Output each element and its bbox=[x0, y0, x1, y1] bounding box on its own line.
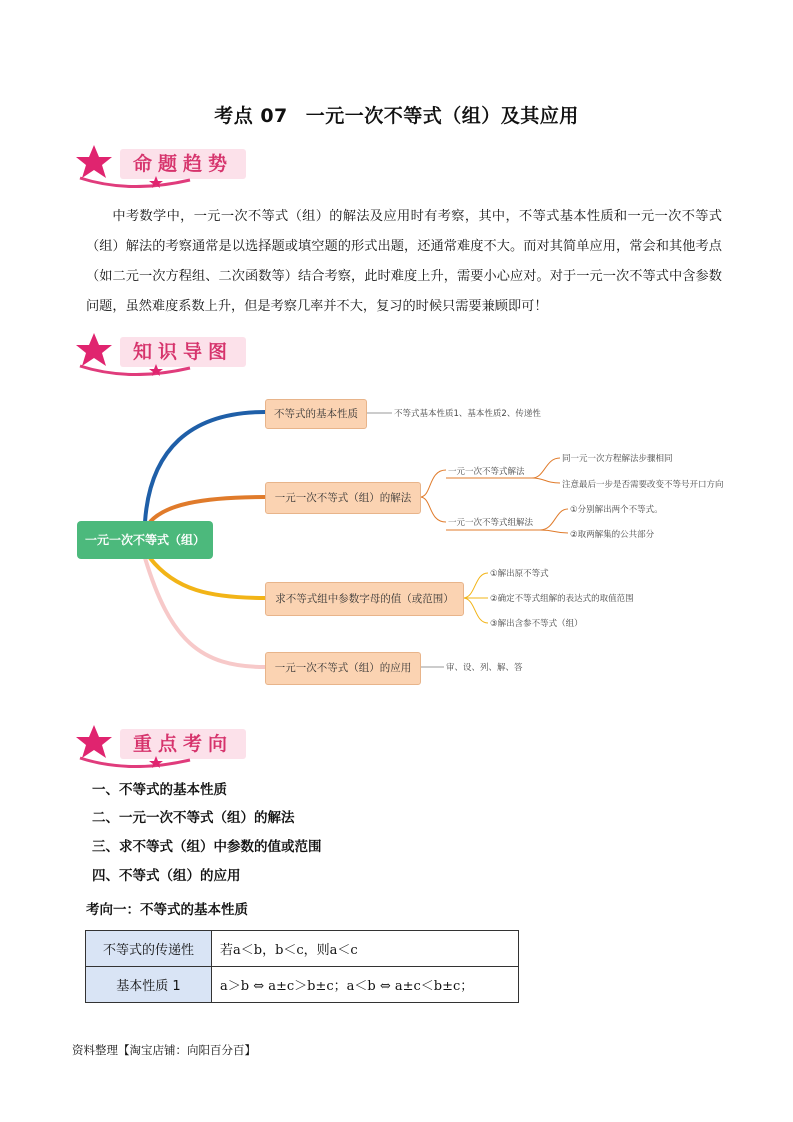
mindmap-leaf: ②确定不等式组解的表达式的取值范围 bbox=[490, 594, 634, 604]
section-banner-focus bbox=[70, 722, 260, 768]
outline-item: 一、不等式的基本性质 bbox=[92, 782, 227, 798]
footer-note: 资料整理【淘宝店铺：向阳百分百】 bbox=[72, 1043, 256, 1057]
mindmap-leaf: 不等式基本性质1、基本性质2、传递性 bbox=[394, 409, 541, 419]
outline-item: 二、一元一次不等式（组）的解法 bbox=[92, 810, 295, 826]
mindmap-node-application: 一元一次不等式（组）的应用 bbox=[265, 652, 421, 685]
mindmap-leaf: ②取两解集的公共部分 bbox=[570, 530, 655, 540]
outline-item: 四、不等式（组）的应用 bbox=[92, 868, 241, 884]
mindmap-leaf: 同一元一次方程解法步骤相同 bbox=[562, 454, 673, 464]
mindmap-node-basic-properties: 不等式的基本性质 bbox=[265, 399, 367, 429]
table-row bbox=[86, 931, 519, 967]
mindmap-node-parameters: 求不等式组中参数字母的值（或范围） bbox=[265, 582, 464, 616]
properties-table bbox=[85, 930, 519, 1003]
subheading: 考向一：不等式的基本性质 bbox=[86, 902, 248, 918]
outline-item: 三、求不等式（组）中参数的值或范围 bbox=[92, 839, 322, 855]
section-title-mindmap: 知识导图 bbox=[132, 341, 233, 363]
table-row bbox=[86, 967, 519, 1003]
mindmap-leaf: ①分别解出两个不等式。 bbox=[570, 505, 663, 515]
table-key: 基本性质 1 bbox=[86, 967, 212, 1003]
mindmap-node-solving: 一元一次不等式（组）的解法 bbox=[265, 482, 421, 514]
section-title-focus: 重点考向 bbox=[132, 733, 233, 755]
table-value: 若a＜b，b＜c，则a＜c bbox=[212, 931, 519, 967]
mindmap-leaf: 注意最后一步是否需要改变不等号开口方向 bbox=[562, 480, 724, 490]
mindmap-root: 一元一次不等式（组） bbox=[77, 521, 213, 559]
table-key: 不等式的传递性 bbox=[86, 931, 212, 967]
intro-paragraph: 中考数学中，一元一次不等式（组）的解法及应用时有考察，其中，不等式基本性质和一元一次不等式（组）解法的考察通常是以选择题或填空题的形式出题，还通常难度不大。而对其简单应用，常会和其他考点（如二元一次方程组、二次函数等）结合考察，此时难度上升，需要小心应对。对于一元一次不等式中含参数问题，虽然难度系数上升，但是考察几率并不大，复习的时候只需要兼顾即可！ bbox=[86, 209, 722, 314]
mindmap-leaf: 一元一次不等式解法 bbox=[448, 467, 525, 477]
table-value: a＞b ⇔ a±c＞b±c；a＜b ⇔ a±c＜b±c； bbox=[212, 967, 519, 1003]
title-prefix: 考点 07 bbox=[214, 105, 288, 127]
title-text: 一元一次不等式（组）及其应用 bbox=[305, 105, 579, 127]
mindmap-leaf: ③解出含参不等式（组） bbox=[490, 619, 583, 629]
mindmap-leaf: ①解出原不等式 bbox=[490, 569, 549, 579]
mindmap-leaf: 一元一次不等式组解法 bbox=[448, 518, 534, 528]
section-title-trend: 命题趋势 bbox=[132, 153, 233, 175]
mindmap-leaf: 审、设、列、解、答 bbox=[446, 663, 523, 673]
